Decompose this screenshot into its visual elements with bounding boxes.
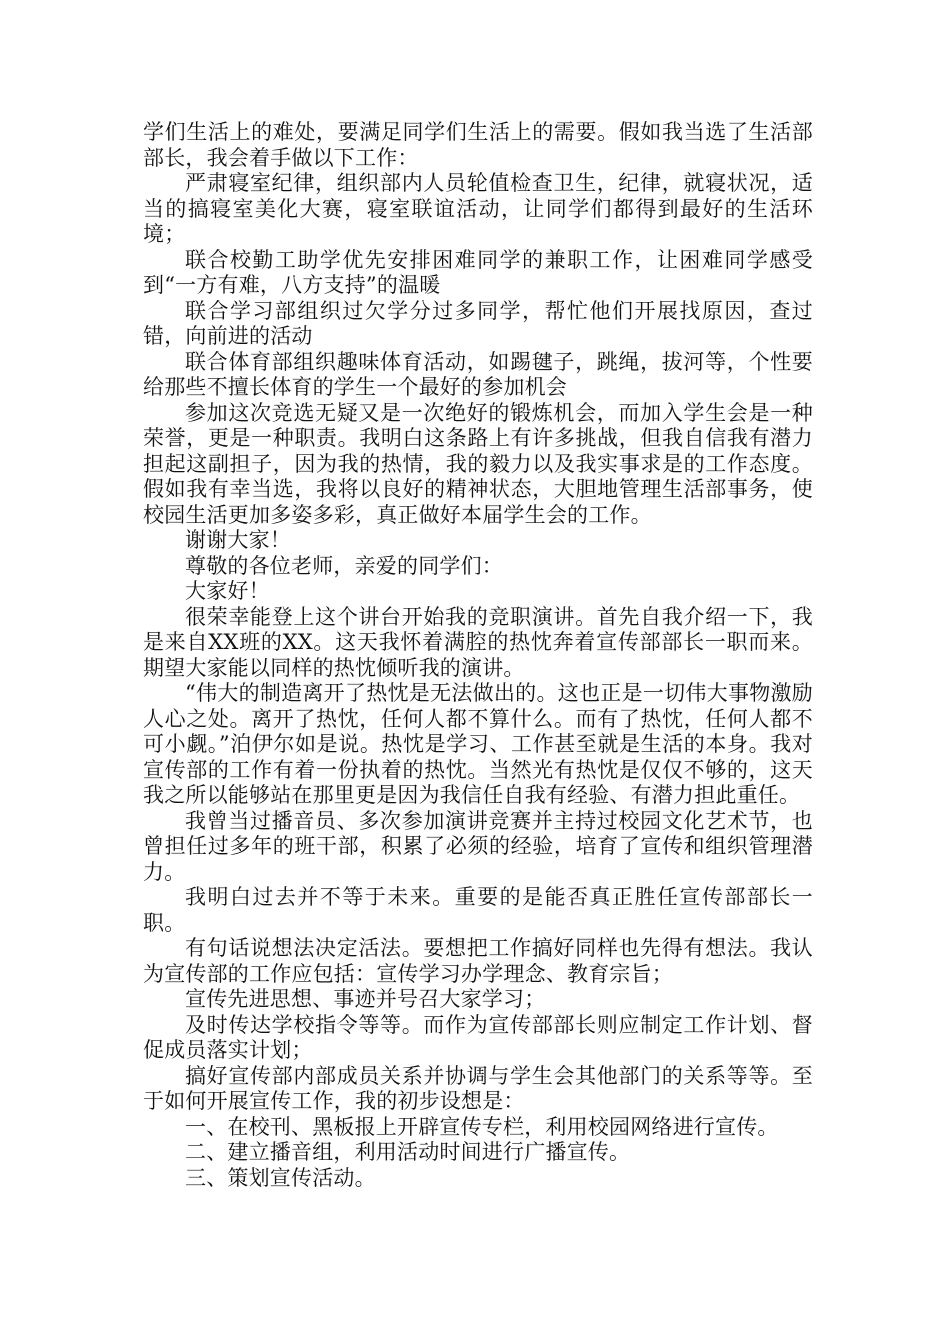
paragraph: 二、建立播音组，利用活动时间进行广播宣传。: [185, 1140, 631, 1164]
paragraph: 联合校勤工助学优先安排困难同学的兼职工作，让困难同学感受到“一方有难，八方支持”的温暖: [143, 247, 813, 297]
paragraph: 很荣幸能登上这个讲台开始我的竞职演讲。首先自我介绍一下，我是来自XX班的XX。这天我怀着满腔的热忱奔着宣传部部长一职而来。期望大家能以同样的热忱倾听我的演讲。: [143, 604, 813, 680]
paragraph: 我曾当过播音员、多次参加演讲竞赛并主持过校园文化艺术节，也曾担任过多年的班干部，积累了必须的经验，培育了宣传和组织管理潜力。: [143, 808, 813, 884]
paragraph: 搞好宣传部内部成员关系并协调与学生会其他部门的关系等等。至于如何开展宣传工作，我的初步设想是：: [143, 1063, 813, 1113]
paragraph: 大家好！: [185, 579, 270, 603]
paragraph: “伟大的制造离开了热忱是无法做出的。这也正是一切伟大事物激励人心之处。离开了热忱，任何人都不算什么。而有了热忱，任何人都不可小觑。”泊伊尔如是说。热忱是学习、工作甚至就是生活的本身。我对宣传部的工作有着一份执着的热忱。当然光有热忱是仅仅不够的，这天我之所以能够站在那里更是因为我信任自我有经验、有潜力担此重任。: [143, 681, 813, 807]
paragraph: 宣传先进思想、事迹并号召大家学习；: [185, 987, 546, 1011]
paragraph: 有句话说想法决定活法。要想把工作搞好同样也先得有想法。我认为宣传部的工作应包括：宣传学习办学理念、教育宗旨；: [143, 936, 813, 986]
paragraph: 我明白过去并不等于未来。重要的是能否真正胜任宣传部部长一职。: [143, 885, 813, 935]
paragraph: 及时传达学校指令等等。而作为宣传部部长则应制定工作计划、督促成员落实计划；: [143, 1012, 813, 1062]
paragraph: 参加这次竞选无疑又是一次绝好的锻炼机会，而加入学生会是一种荣誉，更是一种职责。我明白这条路上有许多挑战，但我自信我有潜力担起这副担子，因为我的热情，我的毅力以及我实事求是的工作态度。假如我有幸当选，我将以良好的精神状态，大胆地管理生活部事务，使校园生活更加多姿多彩，真正做好本届学生会的工作。: [143, 400, 813, 527]
paragraph: 联合体育部组织趣味体育活动，如踢毽子，跳绳，拔河等，个性要给那些不擅长体育的学生一个最好的参加机会: [143, 349, 813, 399]
paragraph: 联合学习部组织过欠学分过多同学，帮忙他们开展找原因，查过错，向前进的活动: [143, 298, 813, 348]
paragraph: 三、策划宣传活动。: [185, 1165, 376, 1190]
paragraph: 学们生活上的难处，要满足同学们生活上的需要。假如我当选了生活部部长，我会着手做以下工作：: [143, 120, 813, 170]
paragraph: 尊敬的各位老师，亲爱的同学们：: [185, 553, 503, 578]
paragraph: 谢谢大家！: [185, 528, 291, 552]
paragraph: 一、在校刊、黑板报上开辟宣传专栏，利用校园网络进行宣传。: [185, 1114, 779, 1139]
document-body: [143, 120, 813, 1191]
paragraph: 严肃寝室纪律，组织部内人员轮值检查卫生，纪律，就寝状况，适当的搞寝室美化大赛，寝室联谊活动，让同学们都得到最好的生活环境；: [143, 171, 813, 246]
